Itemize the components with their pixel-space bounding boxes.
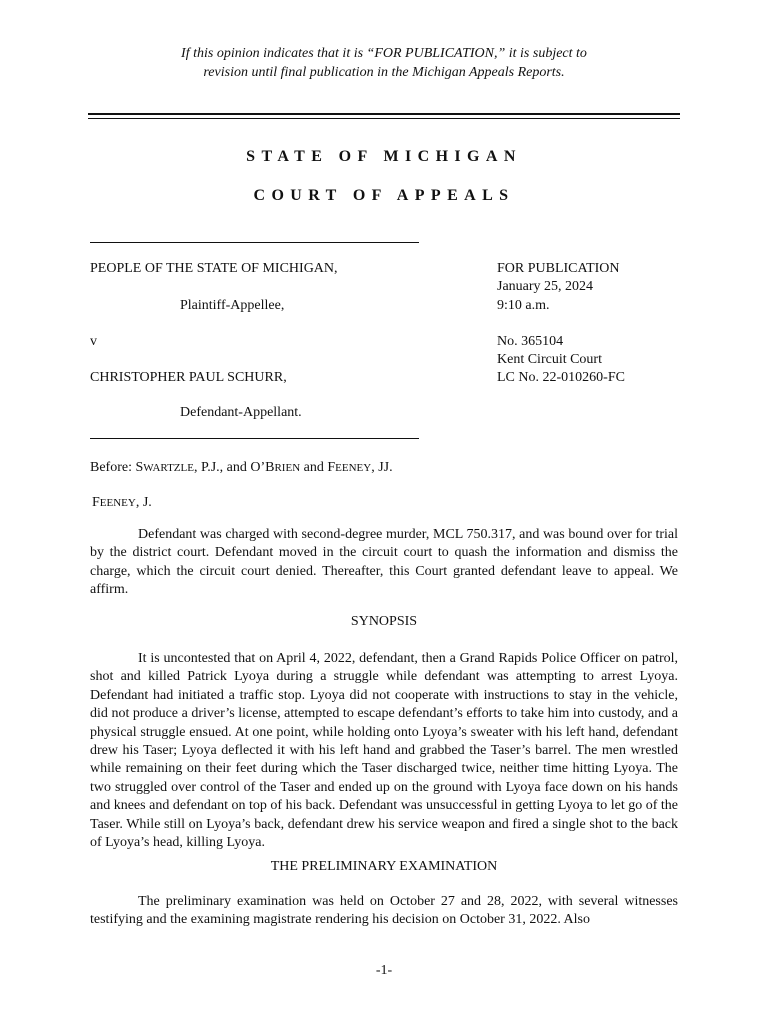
judge2-rest: RIEN: [274, 462, 301, 474]
panel-line: [90, 459, 393, 477]
page-number: -1-: [375, 963, 393, 978]
state-heading: STATE OF MICHIGAN: [246, 148, 522, 165]
decision-time: 9:10 a.m.: [497, 298, 550, 313]
versus: v: [90, 334, 97, 349]
author-line: [92, 494, 152, 512]
panel-before: Before:: [90, 460, 136, 475]
author-initial: F: [92, 495, 100, 510]
intro-paragraph: [90, 526, 678, 600]
panel-joiner: and: [300, 460, 328, 475]
publication-notice-line-2: revision until final publication in the Michigan Appeals Reports.: [203, 65, 565, 80]
synopsis-paragraph: [90, 650, 678, 852]
judge3-suffix: , JJ.: [371, 460, 393, 475]
lower-court: Kent Circuit Court: [497, 352, 602, 367]
synopsis-heading: SYNOPSIS: [350, 614, 418, 629]
caption-rule-top: [90, 242, 419, 243]
defendant-name: CHRISTOPHER PAUL SCHURR,: [90, 370, 287, 385]
plaintiff-name: PEOPLE OF THE STATE OF MICHIGAN,: [90, 261, 338, 276]
decision-date: January 25, 2024: [497, 279, 594, 294]
judge3-initial: F: [327, 460, 336, 475]
prelim-heading: THE PRELIMINARY EXAMINATION: [270, 859, 498, 874]
synopsis-text: It is uncontested that on April 4, 2022, defendant, then a Grand Rapids Police Officer on patrol, shot and killed Patrick Lyoya during a struggle while defendant was attempting to arrest Lyoya. Defendant had initiated a traffic stop. Lyoya did not cooperate with instructions to stay in the vehicle, did not produce a driver’s license, attempted to escape defendant’s efforts to take him into custody, and a physical struggle ensued. At one point, while holding onto Lyoya’s sweater with his left hand, defendant drew his Taser; Lyoya deflected it with his left hand and grabbed the Taser’s barrel. The men wrestled while remaining on their feet during which the Taser discharged twice, neither time hitting Lyoya. The two struggled over control of the Taser and ended up on the ground with Lyoya face down on his hands and knees and defendant on top of his back. Defendant was unsuccessful in getting Lyoya to let go of the Taser. While still on Lyoya’s back, defendant drew his service weapon and fired a single shot to the back of Lyoya’s head, killing Lyoya.: [90, 651, 678, 851]
author-suffix: , J.: [135, 495, 152, 510]
judge3-rest: EENEY: [335, 462, 372, 474]
publication-status: FOR PUBLICATION: [497, 261, 620, 276]
judge1-rest: WARTZLE: [143, 462, 194, 474]
judge2-initial: B: [265, 460, 275, 475]
defendant-role: Defendant-Appellant.: [180, 405, 302, 420]
caption-rule-bottom: [90, 438, 419, 439]
prelim-paragraph: [90, 893, 678, 930]
prelim-text: The preliminary examination was held on October 27 and 28, 2022, with several witnesses testifying and the examining magistrate rendering his decision on October 31, 2022. Also: [90, 894, 678, 928]
header-rule-thin: [88, 118, 680, 119]
court-heading: COURT OF APPEALS: [253, 187, 515, 204]
judge1-suffix: , P.J., and O’: [193, 460, 266, 475]
author-rest: EENEY: [99, 497, 136, 509]
lower-court-number: LC No. 22-010260-FC: [497, 370, 625, 385]
intro-text: Defendant was charged with second-degree murder, MCL 750.317, and was bound over for trial by the district court. Defendant moved in the circuit court to quash the information and dismiss the charge, which the circuit court denied. Thereafter, this Court granted defendant leave to appeal. We affirm.: [90, 527, 678, 598]
header-rule-thick: [88, 113, 680, 115]
publication-notice-line-1: If this opinion indicates that it is “FOR PUBLICATION,” it is subject to: [181, 46, 587, 61]
judge1-initial: S: [135, 460, 144, 475]
plaintiff-role: Plaintiff-Appellee,: [180, 298, 285, 313]
docket-number: No. 365104: [497, 334, 564, 349]
